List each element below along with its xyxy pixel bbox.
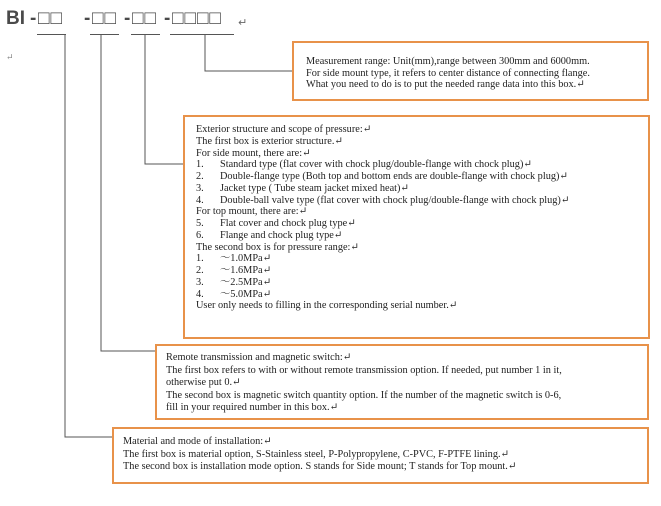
return-mark: ↵ <box>238 17 248 29</box>
code-dash-4: - <box>164 8 171 29</box>
code-group-1: □□ <box>38 8 63 29</box>
material-installation-box <box>112 427 649 484</box>
side-item: 1. Standard type (flat cover with chock plug/double-flange with chock plug)↵ <box>196 159 533 171</box>
remote-line-4: The second box is magnetic switch quantity option. If the number of the magnetic switch is 0-6, <box>166 389 562 401</box>
code-group-4: □□□□ <box>172 8 222 29</box>
top-item: 6. Flange and chock plug type↵ <box>196 229 343 241</box>
material-line-1: Material and mode of installation:↵ <box>123 436 272 447</box>
model-prefix: BI <box>6 8 25 29</box>
exterior-intro-2: The first box is exterior structure.↵ <box>196 135 344 147</box>
remote-line-3: otherwise put 0.↵ <box>166 377 241 389</box>
side-item: 4. Double-ball valve type (flat cover with chock plug/double-flange with chock plug)↵ <box>196 194 570 206</box>
connector-remote <box>101 34 155 351</box>
pressure-heading: The second box is for pressure range:↵ <box>196 241 360 253</box>
remote-line-2: The first box refers to with or without remote transmission option. If needed, put number 1 in it, <box>166 364 562 376</box>
connector-material <box>65 34 112 437</box>
exterior-structure-box <box>183 115 650 339</box>
pressure-item: 1. ～1.0MPa↵ <box>196 253 272 265</box>
top-item: 5. Flat cover and chock plug type↵ <box>196 218 356 229</box>
code-dash-1: - <box>30 8 37 29</box>
measure-line-1: Measurement range: Unit(mm),range between 300mm and 6000mm. <box>306 56 590 67</box>
pressure-item: 4. ～5.0MPa↵ <box>196 288 272 300</box>
code-dash-3: - <box>124 8 131 29</box>
measure-line-2: For side mount type, it refers to center distance of connecting flange. <box>306 67 590 79</box>
exterior-footer: User only needs to filling in the corresponding serial number.↵ <box>196 300 458 312</box>
side-item: 3. Jacket type ( Tube steam jacket mixed heat)↵ <box>196 182 410 194</box>
exterior-intro-1: Exterior structure and scope of pressure:↵ <box>196 124 372 135</box>
material-line-3: The second box is installation mode option. S stands for Side mount; T stands for Top mount.↵ <box>123 461 517 473</box>
edge-mark: ↵ <box>6 52 14 62</box>
pressure-item: 3. ～2.5MPa↵ <box>196 276 272 288</box>
remote-line-1: Remote transmission and magnetic switch:↵ <box>166 352 352 363</box>
measure-line-3: What you need to do is to put the needed range data into this box.↵ <box>306 79 585 91</box>
code-group-2: □□ <box>92 8 117 29</box>
remote-line-5: fill in your required number in this box.↵ <box>166 402 339 414</box>
code-group-3: □□ <box>132 8 157 29</box>
connector-measure <box>205 34 292 71</box>
exterior-intro-3: For side mount, there are:↵ <box>196 147 311 159</box>
side-item: 2. Double-flange type (Both top and bottom ends are double-flange with chock plug)↵ <box>196 171 569 182</box>
material-line-2: The first box is material option, S-Stainless steel, P-Polypropylene, C-PVC, F-PTFE lining.↵ <box>123 448 510 460</box>
pressure-item: 2. ～1.6MPa↵ <box>196 265 272 276</box>
top-mount-heading: For top mount, there are:↵ <box>196 206 308 218</box>
remote-transmission-box <box>155 344 649 420</box>
measurement-range-box <box>292 41 649 101</box>
code-dash-2: - <box>84 8 91 29</box>
connector-exterior <box>145 34 183 164</box>
